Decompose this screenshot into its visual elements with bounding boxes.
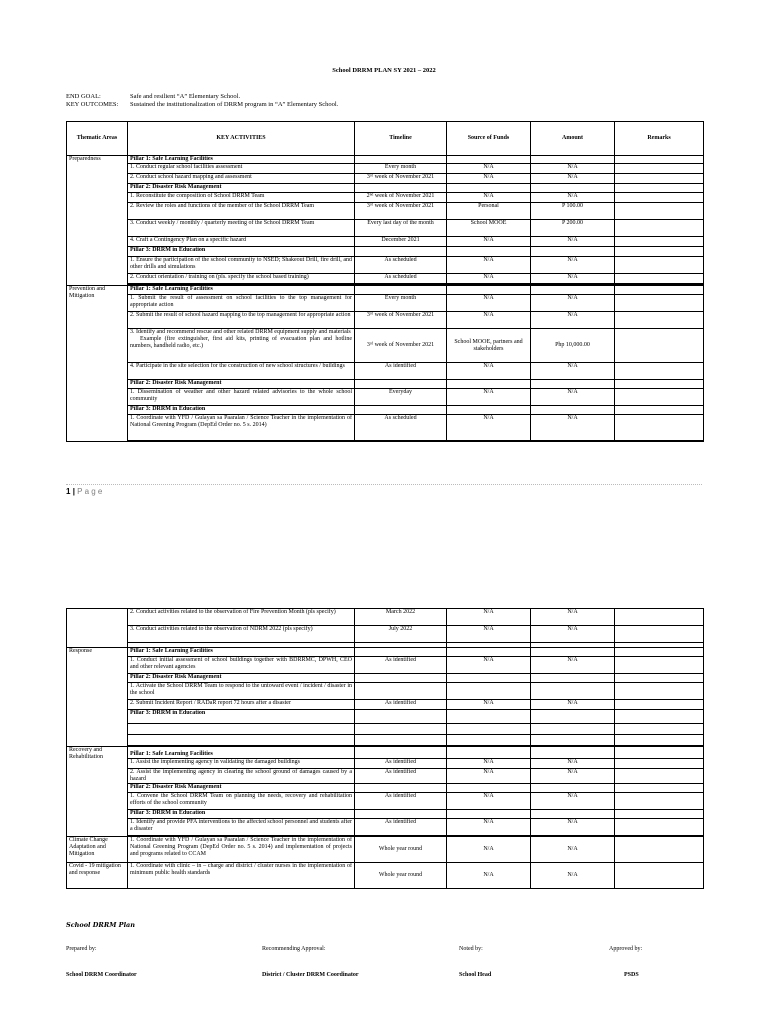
pillar-heading: Pillar 1: Safe Learning Facilities: [128, 156, 355, 164]
timeline-cell: Whole year round: [355, 837, 447, 863]
header-amount: Amount: [531, 122, 615, 156]
pillar-heading: Pillar 3: DRRM in Education: [128, 810, 355, 819]
noted-by-label: Noted by:: [459, 946, 483, 952]
timeline-cell: Every month: [355, 164, 447, 174]
table-row: [67, 863, 704, 889]
end-goal-text: Safe and resilient “A” Elementary School.: [130, 93, 241, 100]
pillar-heading: Pillar 3: DRRM in Education: [128, 406, 355, 415]
activity-cell: 1. Assist the implementing agency in validating the damaged buildings: [128, 759, 355, 769]
timeline-cell: As identified: [355, 657, 447, 674]
funds-cell: Personal: [447, 203, 531, 220]
table-row: [67, 193, 704, 203]
amount-cell: N/A: [531, 657, 615, 674]
amount-cell: P 200.00: [531, 220, 615, 237]
activity-cell: 2. Review the roles and functions of the member of the School DRRM Team: [128, 203, 355, 220]
table-row: [67, 257, 704, 274]
activity-cell: 1. Coordinate with YFD / Gulayan sa Paaralan / Science Teacher in the implementation of National Greening Program (DepEd Order no. 5 s. 2014) and implementation of projects and programs related to CCAM: [128, 837, 355, 863]
funds-cell: N/A: [447, 312, 531, 329]
funds-cell: N/A: [447, 657, 531, 674]
amount-cell: N/A: [531, 363, 615, 380]
activity-cell: 1. Dissemination of weather and other hazard related advisories to the whole school community: [128, 389, 355, 406]
remarks-cell: [615, 609, 704, 626]
header-key-activities: KEY ACTIVITIES: [128, 122, 355, 156]
activity-cell: 1. Conduct regular school facilities assessment: [128, 164, 355, 174]
timeline-cell: 3ʳᵈ week of November 2021: [355, 312, 447, 329]
amount-cell: P 100.00: [531, 203, 615, 220]
activity-cell: 2. Assist the implementing agency in clearing the school ground of damages caused by a hazard: [128, 769, 355, 784]
pillar-heading: Pillar 1: Safe Learning Facilities: [128, 648, 355, 657]
activity-cell: 1. Submit the result of assessment on school facilities to the top management for appropriate action: [128, 295, 355, 312]
timeline-cell: As identified: [355, 793, 447, 810]
table-row: [67, 329, 704, 363]
drrm-plan-table-page2: [66, 608, 704, 889]
pillar-heading: Pillar 2: Disaster Risk Management: [128, 380, 355, 389]
table-row: [67, 626, 704, 643]
table-row: [67, 784, 704, 793]
funds-cell: School MOOE, partners and stakeholders: [447, 329, 531, 363]
remarks-cell: [615, 363, 704, 380]
header-remarks: Remarks: [615, 122, 704, 156]
remarks-cell: [615, 257, 704, 274]
activity-cell: [128, 329, 355, 363]
table-header-row: [67, 122, 704, 156]
pillar-heading: Pillar 2: Disaster Risk Management: [128, 184, 355, 193]
table-row: [67, 700, 704, 710]
thematic-area-continued: [67, 609, 128, 648]
header-source-of-funds: Source of Funds: [447, 122, 531, 156]
remarks-cell: [615, 863, 704, 889]
timeline-cell: As identified: [355, 363, 447, 380]
pillar-heading: Pillar 2: Disaster Risk Management: [128, 674, 355, 683]
amount-cell: N/A: [531, 769, 615, 784]
page-number: 1: [66, 487, 71, 496]
amount-cell: Php 10,000.00: [531, 329, 615, 363]
activity-text: 3. Identify and recommend rescue and other related DRRM equipment supply and materials: [130, 329, 351, 335]
funds-cell: N/A: [447, 164, 531, 174]
amount-cell: N/A: [531, 626, 615, 643]
activity-cell: 2. Conduct activities related to the observation of Fire Prevention Month (pls specify): [128, 609, 355, 626]
timeline-cell: As scheduled: [355, 257, 447, 274]
activity-cell: 2. Conduct orientation / training on (pls. specify the school based training): [128, 274, 355, 284]
amount-cell: N/A: [531, 700, 615, 710]
remarks-cell: [615, 657, 704, 674]
table-row: [67, 312, 704, 329]
table-row: [67, 406, 704, 415]
table-row: [67, 793, 704, 810]
table-row: [67, 819, 704, 836]
remarks-cell: [615, 415, 704, 441]
activity-cell: 1. Coordinate with clinic – in – charge and district / cluster nurses in the implementation of minimum public health standards: [128, 863, 355, 889]
amount-cell: N/A: [531, 759, 615, 769]
table-row: [67, 363, 704, 380]
activity-cell: 2. Submit the result of school hazard mapping to the top management for appropriate action: [128, 312, 355, 329]
amount-cell: N/A: [531, 274, 615, 284]
funds-cell: N/A: [447, 415, 531, 441]
end-goal-line: [66, 93, 240, 100]
key-outcomes-line: [66, 101, 338, 108]
activity-cell: 1. Conduct initial assessment of school buildings together with BDRRMC, DPWH, CEO and other relevant agencies: [128, 657, 355, 674]
funds-cell: N/A: [447, 389, 531, 406]
thematic-area-response: Response: [67, 648, 128, 747]
table-row: [67, 769, 704, 784]
table-row: [67, 657, 704, 674]
remarks-cell: [615, 220, 704, 237]
activity-cell: 1. Activate the School DRRM Team to respond to the untoward event / incident / disaster in the school: [128, 683, 355, 700]
page-title: School DRRM PLAN SY 2021 – 2022: [332, 67, 436, 74]
noted-by-name: School Head: [459, 972, 492, 978]
remarks-cell: [615, 700, 704, 710]
table-row: [67, 415, 704, 441]
amount-cell: N/A: [531, 415, 615, 441]
timeline-cell: 2ⁿᵈ week of November 2021: [355, 193, 447, 203]
thematic-area-preparedness: Preparedness: [67, 156, 128, 286]
amount-cell: N/A: [531, 793, 615, 810]
activity-cell: 3. Conduct weekly / monthly / quarterly meeting of the School DRRM Team: [128, 220, 355, 237]
funds-cell: N/A: [447, 863, 531, 889]
recommending-approval-label: Recommending Approval:: [262, 946, 326, 952]
table-row: [67, 156, 704, 164]
table-row: [67, 164, 704, 174]
amount-cell: N/A: [531, 863, 615, 889]
table-row: [67, 389, 704, 406]
timeline-cell: July 2022: [355, 626, 447, 643]
thematic-area-covid: Covid - 19 mitigation and response: [67, 863, 128, 889]
table-row: [67, 683, 704, 700]
table-row: [67, 220, 704, 237]
amount-cell: N/A: [531, 295, 615, 312]
table-row: [67, 247, 704, 257]
header-timeline: Timeline: [355, 122, 447, 156]
timeline-cell: 3ʳᵈ week of November 2021: [355, 329, 447, 363]
remarks-cell: [615, 389, 704, 406]
approved-by-name: PSDS: [624, 972, 639, 978]
amount-cell: N/A: [531, 819, 615, 836]
funds-cell: N/A: [447, 793, 531, 810]
funds-cell: N/A: [447, 759, 531, 769]
key-outcomes-text: Sustained the institutionalization of DRRM program in “A” Elementary School.: [130, 101, 339, 108]
funds-cell: N/A: [447, 193, 531, 203]
activity-cell: 4. Participate in the site selection for the construction of new school structures / buildings: [128, 363, 355, 380]
table-row: [67, 274, 704, 284]
pillar-heading: Pillar 3: DRRM in Education: [128, 247, 355, 257]
remarks-cell: [615, 626, 704, 643]
activity-cell: 1. Coordinate with YFD / Gulayan sa Paaralan / Science Teacher in the implementation of National Greening Program (DepEd Order no. 5 s. 2014): [128, 415, 355, 441]
table-row: [67, 747, 704, 759]
table-row: [67, 674, 704, 683]
table-row: [67, 710, 704, 724]
funds-cell: N/A: [447, 769, 531, 784]
thematic-area-recovery: Recovery and Rehabilitation: [67, 747, 128, 837]
remarks-cell: [615, 274, 704, 284]
amount-cell: N/A: [531, 164, 615, 174]
page-divider: [66, 484, 702, 485]
remarks-cell: [615, 837, 704, 863]
activity-cell: 1. Ensure the participation of the school community to NSED; Shakeout Drill, fire drill, and other drills and simulations: [128, 257, 355, 274]
timeline-cell: Whole year round: [355, 863, 447, 889]
timeline-cell: March 2022: [355, 609, 447, 626]
timeline-cell: As identified: [355, 769, 447, 784]
activity-cell: 4. Craft a Contingency Plan on a specific hazard: [128, 237, 355, 247]
prepared-by-label: Prepared by:: [66, 946, 97, 952]
timeline-cell: As identified: [355, 700, 447, 710]
funds-cell: N/A: [447, 700, 531, 710]
amount-cell: N/A: [531, 174, 615, 184]
table-row: [67, 380, 704, 389]
remarks-cell: [615, 237, 704, 247]
remarks-cell: [615, 174, 704, 184]
amount-cell: N/A: [531, 837, 615, 863]
prepared-by-name: School DRRM Coordinator: [66, 972, 137, 978]
approved-by-label: Approved by:: [609, 946, 643, 952]
amount-cell: N/A: [531, 237, 615, 247]
pillar-heading: Pillar 1: Safe Learning Facilities: [128, 747, 355, 759]
remarks-cell: [615, 819, 704, 836]
timeline-cell: Every last day of the month: [355, 220, 447, 237]
funds-cell: N/A: [447, 609, 531, 626]
remarks-cell: [615, 329, 704, 363]
end-goal-label: END GOAL:: [66, 93, 101, 100]
funds-cell: N/A: [447, 819, 531, 836]
timeline-cell: 3ʳᵈ week of November 2021: [355, 174, 447, 184]
table-row: [67, 203, 704, 220]
amount-cell: N/A: [531, 193, 615, 203]
amount-cell: N/A: [531, 257, 615, 274]
thematic-area-prevention: Prevention and Mitigation: [67, 286, 128, 442]
funds-cell: N/A: [447, 257, 531, 274]
timeline-cell: As identified: [355, 819, 447, 836]
funds-cell: N/A: [447, 237, 531, 247]
remarks-cell: [615, 193, 704, 203]
remarks-cell: [615, 164, 704, 174]
amount-cell: N/A: [531, 312, 615, 329]
table-row: [67, 295, 704, 312]
table-row: [67, 237, 704, 247]
table-row: [67, 184, 704, 193]
timeline-cell: December 2021: [355, 237, 447, 247]
funds-cell: N/A: [447, 274, 531, 284]
table-row: [67, 759, 704, 769]
timeline-cell: As scheduled: [355, 415, 447, 441]
thematic-area-climate: Climate Change Adaptation and Mitigation: [67, 837, 128, 863]
pillar-heading: Pillar 2: Disaster Risk Management: [128, 784, 355, 793]
page-label: P a g e: [77, 487, 103, 496]
pillar-heading: Pillar 3: DRRM in Education: [128, 710, 355, 724]
header-thematic-areas: Thematic Areas: [67, 122, 128, 156]
amount-cell: N/A: [531, 389, 615, 406]
funds-cell: N/A: [447, 837, 531, 863]
funds-cell: N/A: [447, 363, 531, 380]
funds-cell: N/A: [447, 626, 531, 643]
timeline-cell: 3ʳᵈ week of November 2021: [355, 203, 447, 220]
activity-cell: 2. Submit Incident Report / RADaR report 72 hours after a disaster: [128, 700, 355, 710]
remarks-cell: [615, 793, 704, 810]
remarks-cell: [615, 769, 704, 784]
remarks-cell: [615, 312, 704, 329]
recommending-approval-name: District / Cluster DRRM Coordinator: [262, 972, 359, 978]
document-label: School DRRM Plan: [66, 921, 135, 929]
funds-cell: N/A: [447, 174, 531, 184]
timeline-cell: Every month: [355, 295, 447, 312]
table-row: [67, 837, 704, 863]
remarks-cell: [615, 295, 704, 312]
activity-cell: 2. Conduct school hazard mapping and assessment: [128, 174, 355, 184]
activity-example-text: Example (fire extinguisher, first aid kits, printing of evacuation plan and hotline numbers, handheld radio, etc.): [130, 336, 352, 349]
pillar-heading: Pillar 1: Safe Learning Facilities: [128, 286, 355, 295]
table-row: [67, 648, 704, 657]
timeline-cell: Everyday: [355, 389, 447, 406]
remarks-cell: [615, 759, 704, 769]
activity-cell: 1. Convene the School DRRM Team on planning the needs, recovery and rehabilitation efforts of the school community: [128, 793, 355, 810]
remarks-cell: [615, 203, 704, 220]
table-row: [67, 810, 704, 819]
table-row: [67, 286, 704, 295]
page-separator: |: [72, 487, 75, 496]
activity-cell: 1. Reconstitute the composition of School DRRM Team: [128, 193, 355, 203]
activity-cell: 3. Conduct activities related to the observation of NDRM 2022 (pls specify): [128, 626, 355, 643]
page-number-footer: [66, 487, 102, 496]
table-row: [67, 174, 704, 184]
funds-cell: School MOOE: [447, 220, 531, 237]
table-row: [67, 609, 704, 626]
timeline-cell: As scheduled: [355, 274, 447, 284]
drrm-plan-table-page1: [66, 121, 704, 442]
amount-cell: N/A: [531, 609, 615, 626]
funds-cell: N/A: [447, 295, 531, 312]
timeline-cell: As identified: [355, 759, 447, 769]
activity-cell: 1. Identify and provide PFA interventions to the affected school personnel and students after a disaster: [128, 819, 355, 836]
key-outcomes-label: KEY OUTCOMES:: [66, 101, 119, 108]
